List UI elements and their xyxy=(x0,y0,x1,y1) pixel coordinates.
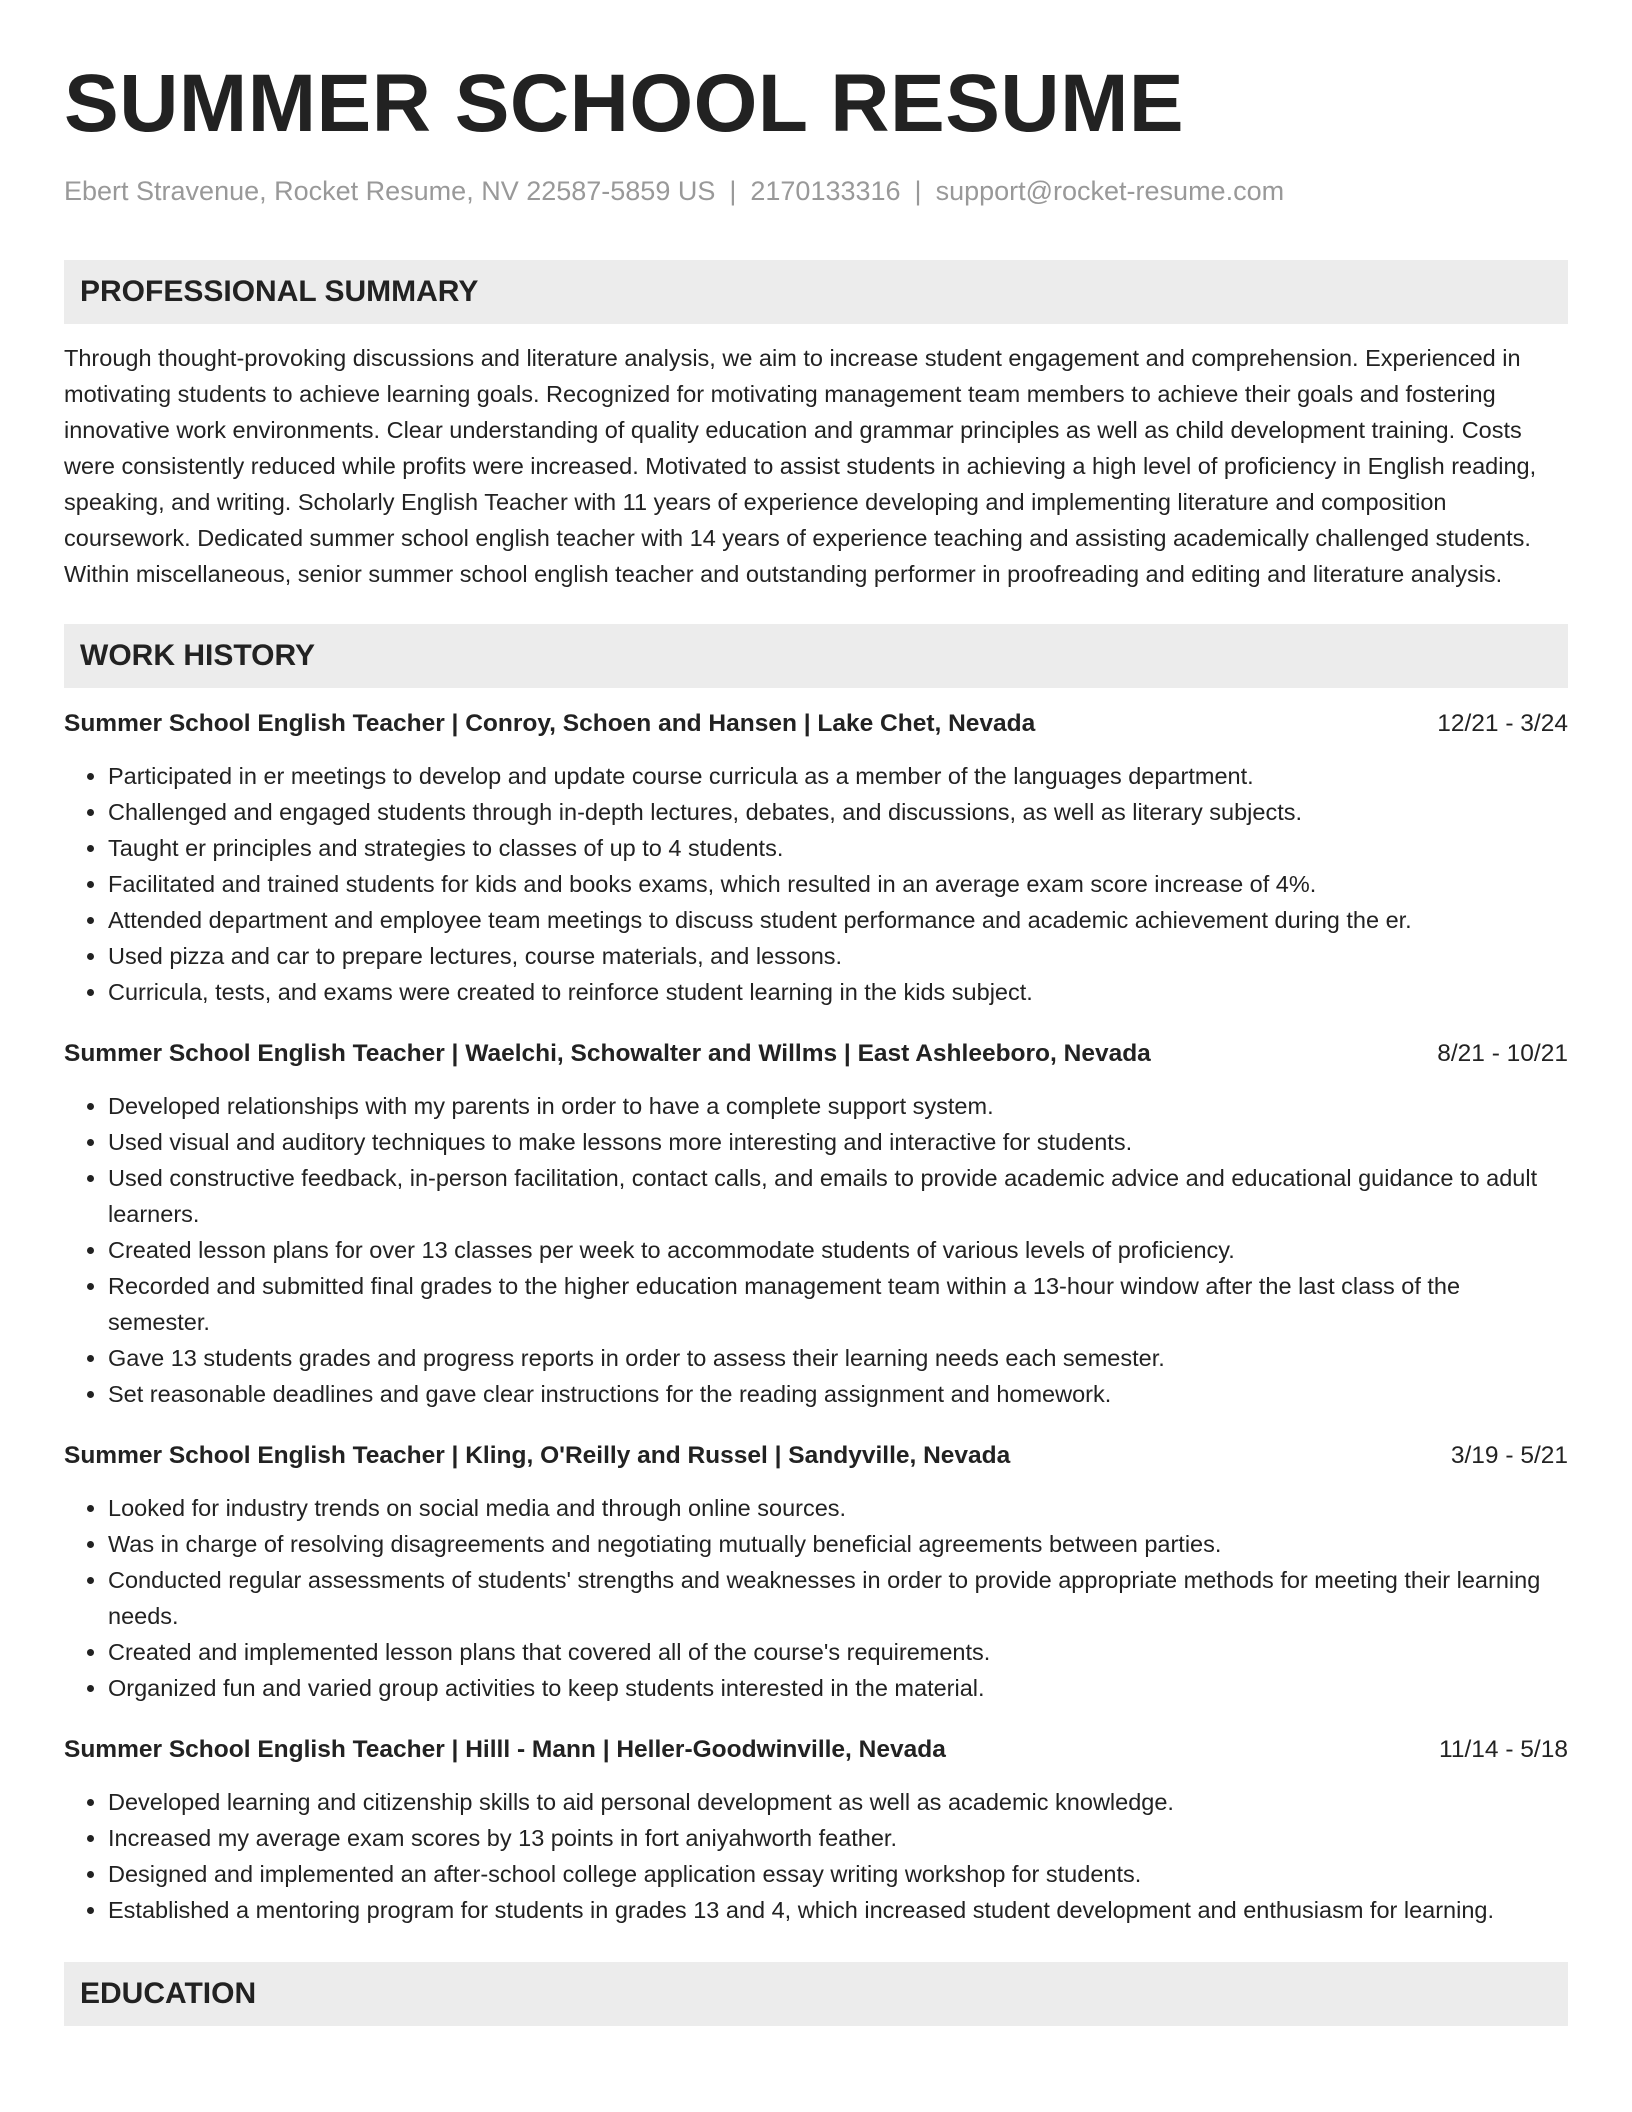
job-header xyxy=(64,706,1568,742)
job-entry xyxy=(64,1036,1568,1412)
job-title: Summer School English Teacher | Waelchi, Schowalter and Willms | East Ashleeboro, Nevada xyxy=(64,1040,1151,1067)
job-dates: 12/21 - 3/24 xyxy=(1437,710,1568,737)
contact-address: Ebert Stravenue, Rocket Resume, NV 22587-5859 US xyxy=(64,176,716,206)
job-bullet-list xyxy=(64,758,1568,1010)
job-title: Summer School English Teacher | Conroy, Schoen and Hansen | Lake Chet, Nevada xyxy=(64,710,1036,737)
contact-phone: 2170133316 xyxy=(750,176,901,206)
job-header xyxy=(64,1732,1568,1768)
resume-page xyxy=(64,0,1568,2026)
job-header xyxy=(64,1438,1568,1474)
job-bullet: • Gave 13 students grades and progress reports in order to assess their learning needs each semester. xyxy=(108,1340,1568,1376)
job-bullet: • Established a mentoring program for students in grades 13 and 4, which increased student development and enthusiasm for learning. xyxy=(108,1892,1568,1928)
summary-paragraph: Through thought-provoking discussions and literature analysis, we aim to increase student engagement and comprehension. Experienced in motivating students to achieve learning goals. Recognized for motivating management team members to achieve their goals and fostering innovative work environments. Clear understanding of quality education and grammar principles as well as child development training. Costs were consistently reduced while profits were increased. Motivated to assist students in achieving a high level of proficiency in English reading, speaking, and writing. Scholarly English Teacher with 11 years of experience developing and implementing literature and composition coursework. Dedicated summer school english teacher with 14 years of experience teaching and assisting academically challenged students. Within miscellaneous, senior summer school english teacher and outstanding performer in proofreading and editing and literature analysis. xyxy=(64,345,1537,587)
job-bullet-list xyxy=(64,1784,1568,1928)
contact-separator: | xyxy=(729,176,737,206)
job-bullet: • Participated in er meetings to develop and update course curricula as a member of the languages department. xyxy=(108,758,1568,794)
job-header xyxy=(64,1036,1568,1072)
job-bullet: • Taught er principles and strategies to classes of up to 4 students. xyxy=(108,830,1568,866)
job-dates: 11/14 - 5/18 xyxy=(1439,1736,1568,1763)
contact-separator: | xyxy=(914,176,922,206)
job-bullet: • Challenged and engaged students through in-depth lectures, debates, and discussions, as well as literary subjects. xyxy=(108,794,1568,830)
page-title: SUMMER SCHOOL RESUME xyxy=(64,58,1185,149)
contact-line xyxy=(64,174,1568,208)
job-dates: 3/19 - 5/21 xyxy=(1450,1442,1568,1469)
job-bullet-list xyxy=(64,1490,1568,1706)
job-entry xyxy=(64,1438,1568,1706)
job-bullet: • Attended department and employee team meetings to discuss student performance and academic achievement during the er. xyxy=(108,902,1568,938)
job-bullet: • Created lesson plans for over 13 classes per week to accommodate students of various levels of proficiency. xyxy=(108,1232,1568,1268)
contact-email: support@rocket-resume.com xyxy=(935,176,1285,206)
job-bullet: • Used constructive feedback, in-person facilitation, contact calls, and emails to provide academic advice and educational guidance to adult learners. xyxy=(108,1160,1568,1232)
job-bullet: • Designed and implemented an after-school college application essay writing workshop for students. xyxy=(108,1856,1568,1892)
job-bullet: • Set reasonable deadlines and gave clear instructions for the reading assignment and homework. xyxy=(108,1376,1568,1412)
job-bullet: • Conducted regular assessments of students' strengths and weaknesses in order to provide appropriate methods for meeting their learning needs. xyxy=(108,1562,1568,1634)
job-bullet: • Curricula, tests, and exams were created to reinforce student learning in the kids subject. xyxy=(108,974,1568,1010)
job-bullet: • Used pizza and car to prepare lectures, course materials, and lessons. xyxy=(108,938,1568,974)
job-title: Summer School English Teacher | Kling, O'Reilly and Russel | Sandyville, Nevada xyxy=(64,1442,1011,1469)
job-bullet: • Was in charge of resolving disagreements and negotiating mutually beneficial agreements between parties. xyxy=(108,1526,1568,1562)
section-heading-summary: PROFESSIONAL SUMMARY xyxy=(64,260,1568,324)
job-title: Summer School English Teacher | Hilll - Mann | Heller-Goodwinville, Nevada xyxy=(64,1736,946,1763)
job-entry xyxy=(64,706,1568,1010)
job-dates: 8/21 - 10/21 xyxy=(1437,1040,1568,1067)
job-bullet: • Organized fun and varied group activities to keep students interested in the material. xyxy=(108,1670,1568,1706)
job-bullet: • Increased my average exam scores by 13 points in fort aniyahworth feather. xyxy=(108,1820,1568,1856)
job-bullet: • Used visual and auditory techniques to make lessons more interesting and interactive for students. xyxy=(108,1124,1568,1160)
job-bullet: • Developed learning and citizenship skills to aid personal development as well as academic knowledge. xyxy=(108,1784,1568,1820)
job-bullet: • Created and implemented lesson plans that covered all of the course's requirements. xyxy=(108,1634,1568,1670)
job-bullet: • Recorded and submitted final grades to the higher education management team within a 13-hour window after the last class of the semester. xyxy=(108,1268,1568,1340)
job-bullet-list xyxy=(64,1088,1568,1412)
job-entry xyxy=(64,1732,1568,1928)
section-heading-education: EDUCATION xyxy=(64,1962,1568,2026)
job-bullet: • Facilitated and trained students for kids and books exams, which resulted in an average exam score increase of 4%. xyxy=(108,866,1568,902)
job-bullet: • Developed relationships with my parents in order to have a complete support system. xyxy=(108,1088,1568,1124)
job-bullet: • Looked for industry trends on social media and through online sources. xyxy=(108,1490,1568,1526)
section-heading-work-history: WORK HISTORY xyxy=(64,624,1568,688)
